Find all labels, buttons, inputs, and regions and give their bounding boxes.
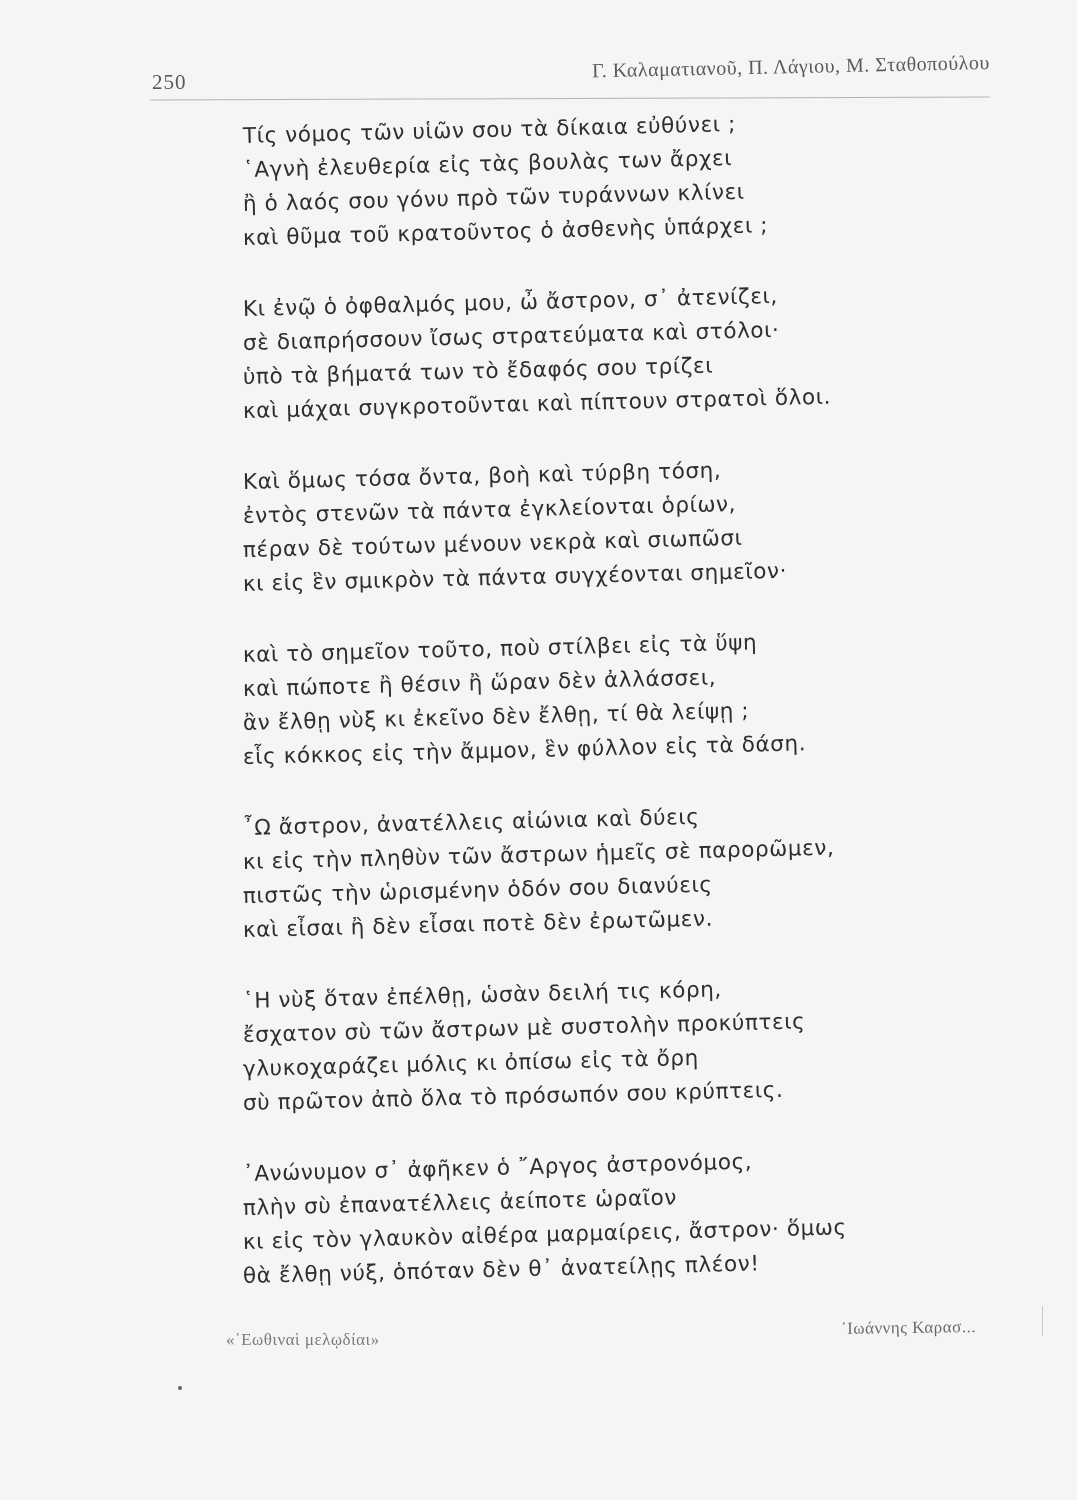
- source-citation: «῾Εωθιναὶ μελῳδίαι»: [226, 1330, 380, 1349]
- poem-line: πλὴν σὺ ἐπανατέλλεις ἀείποτε ὡραῖον: [242, 1185, 678, 1221]
- poem-line: καὶ θῦμα τοῦ κρατοῦντος ὁ ἀσθενὴς ὑπάρχει ;: [242, 213, 769, 251]
- poem-line: καὶ πώποτε ἢ θέσιν ἢ ὥραν δὲν ἀλλάσσει,: [242, 665, 717, 702]
- stanza-6: [242, 977, 943, 1121]
- poem-line: Κι ἐνῷ ὁ ὀφθαλμός μου, ὦ ἄστρον, σ᾽ ἀτενίζει,: [242, 283, 779, 322]
- stanza-2: [242, 283, 943, 429]
- poem-line: ἐντὸς στενῶν τὰ πάντα ἐγκλείονται ὁρίων,: [242, 491, 737, 529]
- ink-speck: [178, 1386, 182, 1390]
- poem-line: Τίς νόμος τῶν υἱῶν σου τὰ δίκαια εὐθύνει ;: [242, 111, 737, 149]
- margin-mark: [1042, 1306, 1043, 1336]
- poem-line: καὶ εἶσαι ἢ δὲν εἶσαι ποτὲ δὲν ἐρωτῶμεν.: [242, 906, 714, 943]
- poem-line: Καὶ ὅμως τόσα ὄντα, βοὴ καὶ τύρβη τόση,: [242, 458, 722, 495]
- author-signature: ᾽Ιωάννης Καρασ...: [840, 1317, 977, 1338]
- poem-line: κι εἰς ἓν σμικρὸν τὰ πάντα συγχέονται σημεῖον·: [242, 558, 788, 597]
- stanza-7: [242, 1149, 943, 1294]
- stanza-3: [242, 458, 943, 602]
- poem-line: εἷς κόκκος εἰς τὴν ἄμμον, ἓν φύλλον εἰς τὰ δάση.: [242, 731, 807, 770]
- poem-line: ῾Η νὺξ ὅταν ἐπέλθῃ, ὡσὰν δειλή τις κόρη,: [242, 977, 723, 1014]
- poem-line: ἂν ἔλθῃ νὺξ κι ἐκεῖνο δὲν ἔλθῃ, τί θὰ λείψῃ ;: [242, 698, 750, 736]
- poem-line: ὑπὸ τὰ βήματά των τὸ ἔδαφός σου τρίζει: [242, 353, 714, 390]
- running-head: Γ. Καλαματιανοῦ, Π. Λάγιου, Μ. Σταθοπούλου: [592, 52, 991, 83]
- header-rule: [150, 97, 990, 101]
- poem-line: θὰ ἔλθῃ νύξ, ὁπόταν δὲν θ᾽ ἀνατείλῃς πλέον!: [242, 1251, 760, 1289]
- poem-line: ἢ ὁ λαός σου γόνυ πρὸ τῶν τυράννων κλίνει: [242, 179, 745, 217]
- stanza-1: [242, 111, 943, 256]
- poem-line: σὲ διαπρήσσουν ἴσως στρατεύματα καὶ στόλοι·: [242, 317, 780, 356]
- poem-line: πέραν δὲ τούτων μένουν νεκρὰ καὶ σιωπῶσι: [242, 525, 743, 563]
- poem-line: ἔσχατον σὺ τῶν ἄστρων μὲ συστολὴν προκύπτεις: [242, 1009, 806, 1048]
- poem-line: καὶ τὸ σημεῖον τοῦτο, ποὺ στίλβει εἰς τὰ ὕψη: [242, 630, 758, 668]
- poem-line: ᾽Ανώνυμον σ᾽ ἀφῆκεν ὁ ῎Αργος ἀστρονόμος,: [242, 1149, 753, 1187]
- poem-line: καὶ μάχαι συγκροτοῦνται καὶ πίπτουν στρατοὶ ὅλοι.: [242, 384, 832, 424]
- page-footer: [226, 1318, 986, 1358]
- poem-line: ῏Ω ἄστρον, ἀνατέλλεις αἰώνια καὶ δύεις: [242, 804, 700, 841]
- stanza-5: [242, 804, 943, 948]
- page-header: [150, 48, 990, 98]
- poem-line: κι εἰς τὴν πληθὺν τῶν ἄστρων ἡμεῖς σὲ παρορῶμεν,: [242, 835, 835, 875]
- poem-line: ῾Αγνὴ ἐλευθερία εἰς τὰς βουλὰς των ἄρχει: [242, 146, 733, 183]
- page-number: 250: [152, 70, 187, 94]
- poem-line: πιστῶς τὴν ὡρισμένην ὁδόν σου διανύεις: [242, 872, 713, 909]
- poem-line: κι εἰς τὸν γλαυκὸν αἰθέρα μαρμαίρεις, ἄστρον· ὅμως: [242, 1215, 847, 1255]
- stanza-4: [242, 630, 943, 775]
- poem-line: γλυκοχαράζει μόλις κι ὀπίσω εἰς τὰ ὄρη: [242, 1045, 700, 1082]
- poem: [242, 111, 943, 1331]
- poem-line: σὺ πρῶτον ἀπὸ ὅλα τὸ πρόσωπόν σου κρύπτεις.: [242, 1077, 784, 1116]
